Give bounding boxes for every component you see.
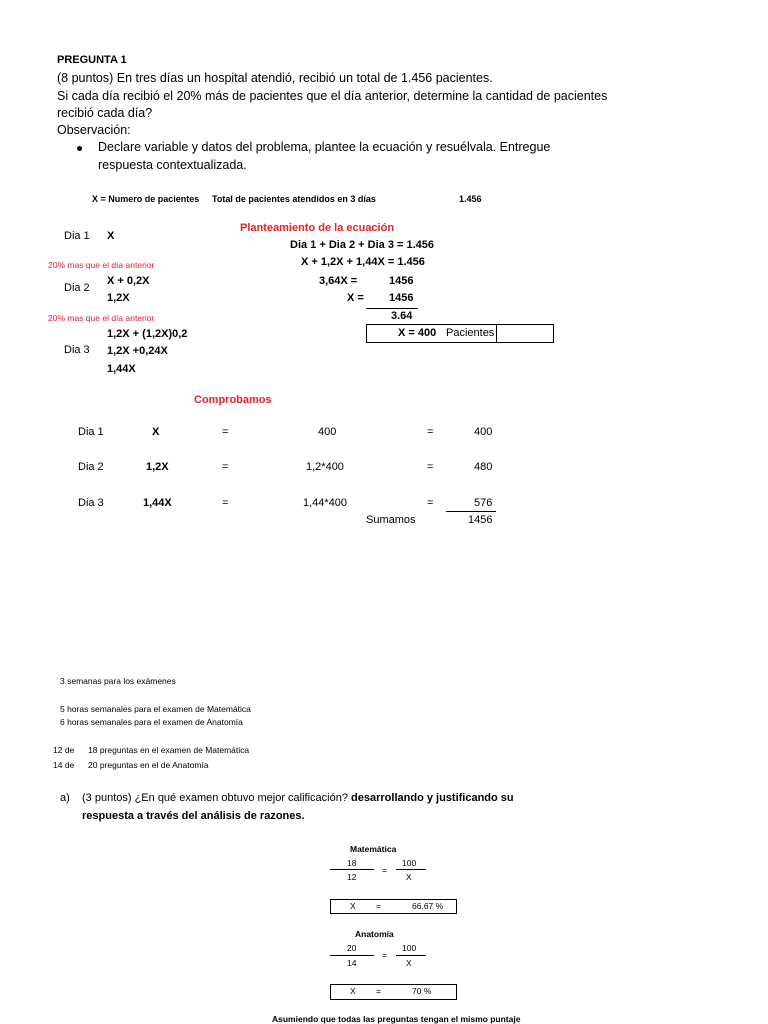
anatomy-title: Anatomía: [355, 929, 394, 939]
bullet-text-line1: Declare variable y datos del problema, plantee la ecuación y resuélvala. Entregue: [98, 140, 551, 154]
anatomy-num2: 100: [402, 943, 417, 953]
day1-label: Dia 1: [64, 230, 90, 242]
anatomy-result-eq: =: [376, 986, 381, 996]
check-row3-expr: 1,44X: [143, 497, 172, 509]
math-den2: X: [406, 872, 412, 882]
equation-line4-left: X =: [347, 292, 364, 304]
math-num1: 18: [347, 858, 357, 868]
hours-anatomy: 6 horas semanales para el examen de Anatomía: [60, 717, 243, 727]
check-row1-result: 400: [474, 426, 493, 438]
math-eq: =: [382, 865, 387, 875]
day2-note: 20% mas que el día anterior: [48, 260, 155, 270]
result-value: X = 400: [398, 327, 437, 339]
check-row1-expr: X: [152, 426, 160, 438]
total-value: 1.456: [459, 194, 482, 204]
check-row1-eq: =: [222, 426, 229, 438]
anatomy-total: 20 preguntas en el de Anatomía: [88, 760, 209, 770]
total-label: Total de pacientes atendidos en 3 días: [212, 194, 376, 204]
check-row2-day: Dia 2: [78, 461, 104, 473]
math-num2: 100: [402, 858, 417, 868]
math-result-x: X: [350, 901, 356, 911]
math-fraction-line1: [330, 869, 374, 870]
question-text-line3: recibió cada día?: [57, 106, 153, 120]
math-result-eq: =: [376, 901, 381, 911]
observation-label: Observación:: [57, 123, 131, 137]
anatomy-den2: X: [406, 958, 412, 968]
assumption-note: Asumiendo que todas las preguntas tengan el mismo puntaje: [272, 1014, 521, 1024]
day2-label: Dia 2: [64, 282, 90, 294]
anatomy-fraction-line1: [330, 955, 374, 956]
subquestion-label: a): [60, 792, 70, 804]
anatomy-result-x: X: [350, 986, 356, 996]
equation-heading: Planteamiento de la ecuación: [240, 222, 395, 234]
sum-line: [446, 511, 496, 512]
check-row2-calc: 1,2*400: [306, 461, 344, 473]
anatomy-result-value: 70 %: [412, 986, 432, 996]
fraction-line: [366, 308, 418, 309]
day2-expression1: X + 0,2X: [107, 275, 150, 287]
equation-line3-left: 3,64X =: [319, 275, 358, 287]
math-title: Matemática: [350, 844, 397, 854]
question-text-line2: Si cada día recibió el 20% más de pacientes que el día anterior, determine la cantidad de pacientes: [57, 89, 608, 103]
math-den1: 12: [347, 872, 357, 882]
math-correct: 12 de: [53, 745, 75, 755]
day3-note: 20% mas que el día anterior: [48, 313, 155, 323]
check-row1-day: Dia 1: [78, 426, 104, 438]
subquestion-line1-normal: (3 puntos) ¿En qué examen obtuvo mejor calificación?: [82, 792, 348, 804]
anatomy-den1: 14: [347, 958, 357, 968]
day3-label: Dia 3: [64, 344, 90, 356]
anatomy-fraction-line2: [396, 955, 426, 956]
check-row1-calc: 400: [318, 426, 337, 438]
check-row2-expr: 1,2X: [146, 461, 169, 473]
sum-label: Sumamos: [366, 514, 416, 526]
hours-math: 5 horas semanales para el examen de Matemática: [60, 704, 251, 714]
subquestion-line1: [82, 792, 514, 804]
equation-line3-right: 1456: [389, 275, 414, 287]
check-row3-calc: 1,44*400: [303, 497, 348, 509]
check-row2-result: 480: [474, 461, 493, 473]
math-result-value: 66.67 %: [412, 901, 444, 911]
sum-value: 1456: [468, 514, 493, 526]
equation-numerator: 1456: [389, 292, 414, 304]
check-row2-eq: =: [222, 461, 229, 473]
day3-expression1: 1,2X + (1,2X)0,2: [107, 328, 188, 340]
equation-line2: X + 1,2X + 1,44X = 1.456: [301, 256, 425, 268]
day3-expression2: 1,2X +0,24X: [107, 345, 168, 357]
check-row1-eq2: =: [427, 426, 434, 438]
equation-line1: Dia 1 + Dia 2 + Dia 3 = 1.456: [290, 239, 435, 251]
check-row2-eq2: =: [427, 461, 434, 473]
anatomy-num1: 20: [347, 943, 357, 953]
anatomy-correct: 14 de: [53, 760, 75, 770]
check-row3-eq: =: [222, 497, 229, 509]
check-row3-result: 576: [474, 497, 493, 509]
anatomy-eq: =: [382, 950, 387, 960]
check-row3-eq2: =: [427, 497, 434, 509]
subquestion-line1-bold: desarrollando y justificando su: [351, 792, 514, 804]
result-box-divider: [496, 325, 497, 342]
math-fraction-line2: [396, 869, 426, 870]
equation-denominator: 3.64: [391, 310, 413, 322]
subquestion-line2: respuesta a través del análisis de razones.: [82, 810, 305, 822]
day3-expression3: 1,44X: [107, 363, 136, 375]
question-text-line1: (8 puntos) En tres días un hospital atendió, recibió un total de 1.456 pacientes.: [57, 71, 493, 85]
check-row3-day: Dia 3: [78, 497, 104, 509]
math-total: 18 preguntas en el examen de Matemática: [88, 745, 250, 755]
bullet-text-line2: respuesta contextualizada.: [98, 158, 247, 172]
check-heading: Comprobamos: [194, 394, 272, 406]
variable-definition: X = Numero de pacientes: [92, 194, 200, 204]
day1-expression: X: [107, 230, 115, 242]
weeks-info: 3 semanas para los exámenes: [60, 676, 176, 686]
result-unit: Pacientes: [446, 327, 495, 339]
day2-expression2: 1,2X: [107, 292, 130, 304]
question-title: PREGUNTA 1: [57, 54, 127, 66]
bullet-dot-icon: [77, 146, 82, 151]
